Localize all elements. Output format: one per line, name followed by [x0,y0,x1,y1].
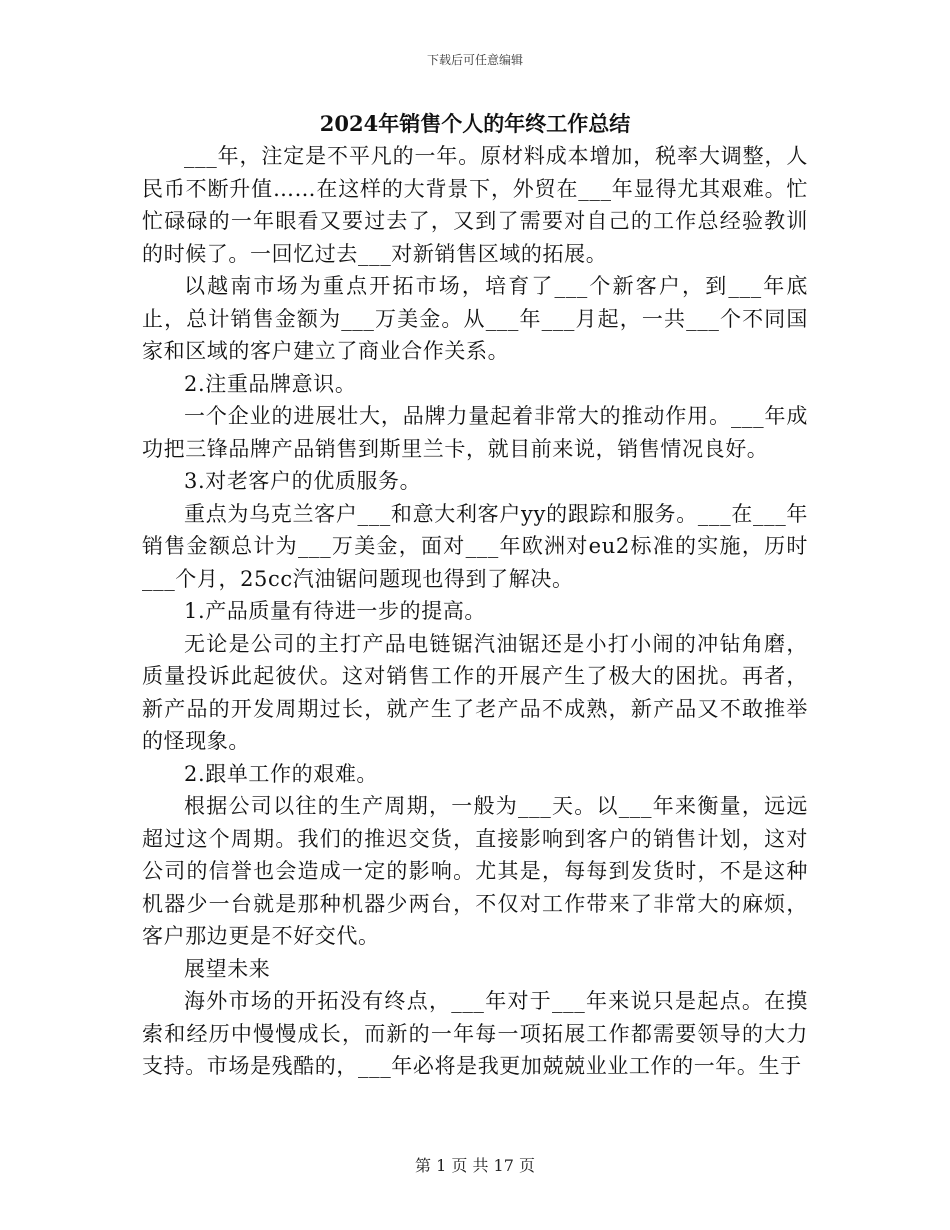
document-body [142,140,808,1083]
heading-customer-service: 3.对老客户的优质服务。 [184,469,422,493]
paragraph-product-quality: 无论是公司的主打产品电链锯汽油锯还是小打小闹的冲钻角磨，质量投诉此起彼伏。这对销售工作的开展产生了极大的困扰。再者，新产品的开发周期过长，就产生了老产品不成熟，新产品又不敢推举的怪现象。 [142,631,808,753]
paragraph-intro: ___年，注定是不平凡的一年。原材料成本增加，税率大调整，人民币不断升值……在这样的大背景下，外贸在___年显得尤其艰难。忙忙碌碌的一年眼看又要过去了，又到了需要对自己的工作总经验教训的时候了。一回忆过去___对新销售区域的拓展。 [142,144,808,266]
document-title: 2024年销售个人的年终工作总结 [319,111,631,136]
page-number: 第 1 页 共 17 页 [415,1156,535,1175]
paragraph-vietnam-market: 以越南市场为重点开拓市场，培育了___个新客户，到___年底止，总计销售金额为___万美金。从___年___月起，一共___个不同国家和区域的客户建立了商业合作关系。 [142,274,808,363]
paragraph-outlook: 海外市场的开拓没有终点，___年对于___年来说只是起点。在摸索和经历中慢慢成长，而新的一年每一项拓展工作都需要领导的大力支持。市场是残酷的，___年必将是我更加兢兢业业工作的一年。生于 [142,989,808,1078]
heading-product-quality: 1.产品质量有待进一步的提高。 [184,599,487,623]
paragraph-brand: 一个企业的进展壮大，品牌力量起着非常大的推动作用。___年成功把三锋品牌产品销售到斯里兰卡，就目前来说，销售情况良好。 [142,404,808,461]
heading-order-tracking: 2.跟单工作的艰难。 [184,761,379,786]
paragraph-order-tracking: 根据公司以往的生产周期，一般为___天。以___年来衡量，远远超过这个周期。我们的推迟交货，直接影响到客户的销售计划，这对公司的信誉也会造成一定的影响。尤其是，每每到发货时，不是这种机器少一台就是那种机器少两台，不仅对工作带来了非常大的麻烦，客户那边更是不好交代。 [142,794,808,948]
heading-outlook: 展望未来 [184,956,271,981]
heading-brand-awareness: 2.注重品牌意识。 [184,371,357,396]
paragraph-customer-service: 重点为乌克兰客户___和意大利客户yy的跟踪和服务。___在___年销售金额总计为___万美金，面对___年欧洲对eu2标准的实施，历时___个月，25cc汽油锯问题现也得到了解决。 [142,501,808,591]
page-header-note: 下载后可任意编辑 [426,53,523,67]
